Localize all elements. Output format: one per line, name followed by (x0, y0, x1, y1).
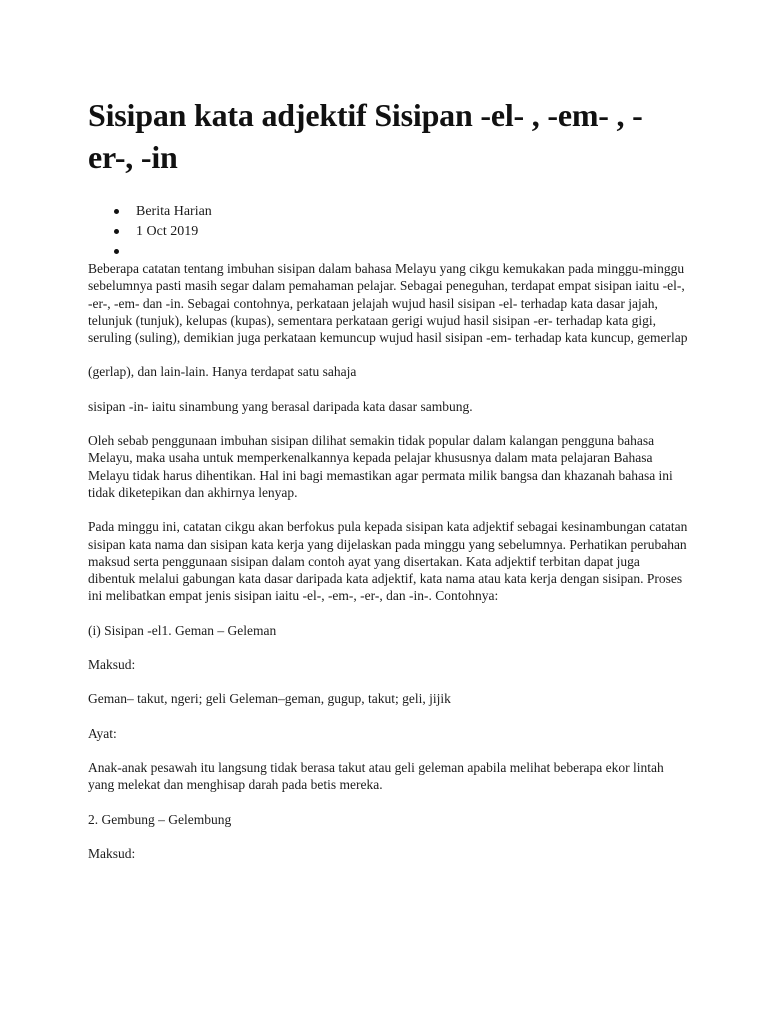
meta-date (88, 222, 688, 242)
paragraph-sisipan-in: sisipan -in- iaitu sinambung yang berasal daripada kata dasar sambung. (88, 398, 473, 414)
bullet-icon (114, 249, 119, 254)
meta-date-text: 1 Oct 2019 (136, 224, 199, 239)
example-heading-2: 2. Gembung – Gelembung (88, 811, 232, 827)
article-body (88, 260, 688, 879)
sentence-1: Anak-anak pesawah itu langsung tidak berasa takut atau geli geleman apabila melihat beberapa ekor lintah yang melekat dan menghisap darah pada betis mereka. (88, 759, 664, 793)
meta-empty (88, 242, 688, 262)
example-heading-1: (i) Sisipan -el1. Geman – Geleman (88, 622, 277, 638)
label-maksud-2: Maksud: (88, 845, 136, 861)
paragraph-penggunaan: Oleh sebab penggunaan imbuhan sisipan dilihat semakin tidak popular dalam kalangan pengguna bahasa Melayu, maka usaha untuk memperkenalkannya kepada pelajar khususnya dalam mata pelajaran Bahasa Melayu tidak harus dihentikan. Hal ini bagi memastikan agar permata milik bangsa dan khazanah bahasa ini tidak diketepikan dan akhirnya lenyap. (88, 433, 673, 500)
meta-source-text[interactable]: Berita Harian (136, 204, 212, 219)
article-title: Sisipan kata adjektif Sisipan -el- , -em- , - er-, -in (88, 97, 643, 175)
meta-source (88, 202, 688, 222)
label-maksud-1: Maksud: (88, 657, 136, 673)
article (88, 94, 688, 861)
paragraph-minggu-ini: Pada minggu ini, catatan cikgu akan berfokus pula kepada sisipan kata adjektif sebagai kesinambungan catatan sisipan kata nama dan sisipan kata kerja yang dijelaskan pada minggu yang sebelumnya. Perhatikan perubahan maksud serta penggunaan sisipan dalam contoh ayat yang disertakan. Kata adjektif terbitan dapat juga dibentuk melalui gabungan kata dasar daripada kata adjektif, kata nama atau kata kerja dengan sisipan. Proses ini melibatkan empat jenis sisipan iaitu -el-, -em-, -er-, dan -in-. Contohnya: (88, 519, 688, 604)
label-ayat-1: Ayat: (88, 725, 117, 741)
bullet-icon (114, 209, 119, 214)
bullet-icon (114, 229, 119, 234)
paragraph-continuation: (gerlap), dan lain-lain. Hanya terdapat satu sahaja (88, 364, 357, 380)
definition-1: Geman– takut, ngeri; geli Geleman–geman, gugup, takut; geli, jijik (88, 691, 451, 707)
article-meta-list (88, 202, 688, 262)
paragraph-intro: Beberapa catatan tentang imbuhan sisipan dalam bahasa Melayu yang cikgu kemukakan pada minggu-minggu sebelumnya pasti masih segar dalam pemahaman pelajar. Sebagai peneguhan, terdapat empat sisipan iaitu -el-, -er-, -em- dan -in. Sebagai contohnya, perkataan jelajah wujud hasil sisipan -el- terhadap kata dasar jajah, telunjuk (tunjuk), kelupas (kupas), sementara perkataan gerigi wujud hasil sisipan -er- terhadap kata gigi, seruling (suling), demikian juga perkataan kemuncup wujud hasil sisipan -em- terhadap kata kuncup, gemerlap (88, 261, 688, 346)
